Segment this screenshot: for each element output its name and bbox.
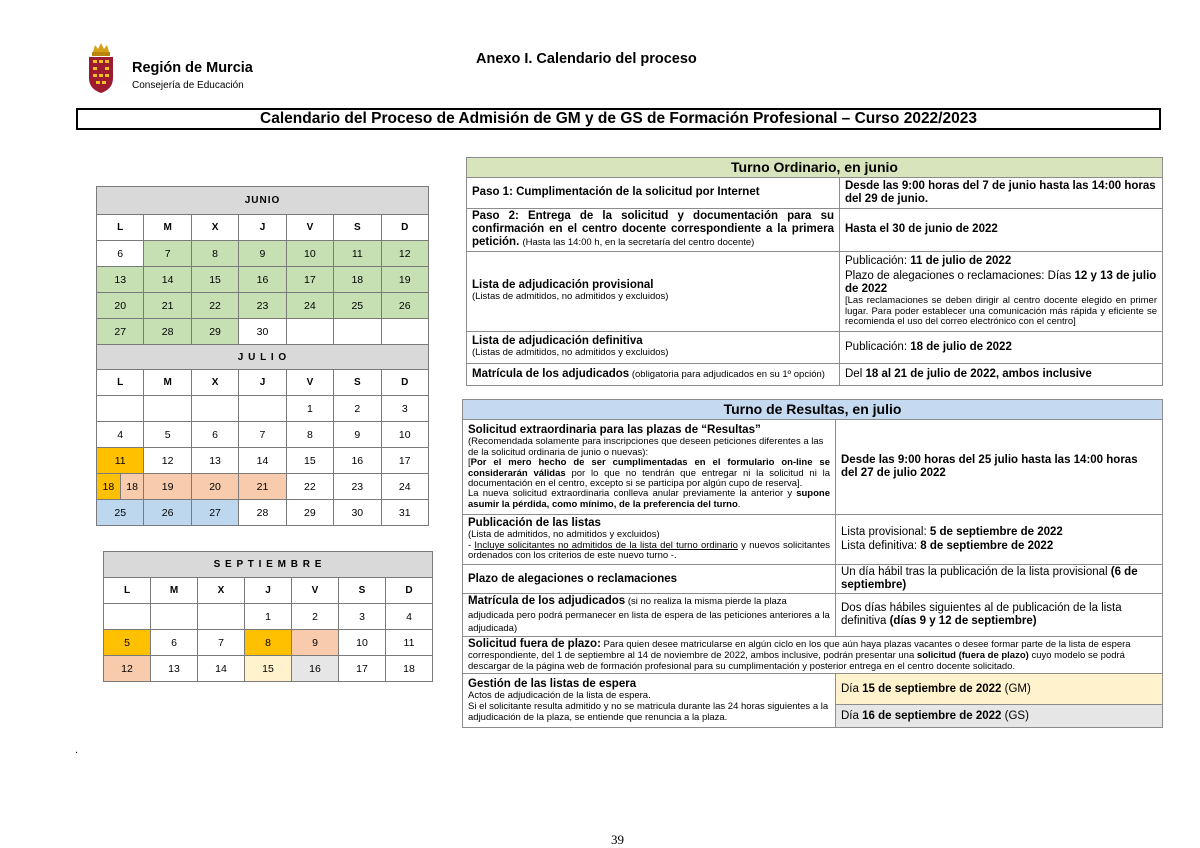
day-cell: 5 [104, 630, 151, 656]
day-cell: 2 [292, 604, 339, 630]
day-name: D [381, 370, 428, 396]
day-cell: 12 [381, 241, 428, 267]
region-murcia-coat-of-arms-logo [86, 42, 116, 94]
pub-label: Publicación: [845, 254, 911, 267]
day-cell: 7 [144, 241, 191, 267]
day-cell: 6 [151, 630, 198, 656]
pub-date: 11 de julio de 2022 [910, 254, 1012, 267]
day-cell: 26 [381, 293, 428, 319]
row-label-cell [467, 363, 840, 385]
day-name: D [386, 578, 433, 604]
day-cell: 23 [239, 293, 286, 319]
day-cell: 21 [239, 474, 286, 500]
day-cell: 28 [144, 319, 191, 345]
row-value-gs: Día 16 de septiembre de 2022 (GS) [836, 705, 1163, 728]
row-text: Si el solicitante resulta admitido y no se matricula durante las 24 horas siguientes a la adjudicación de la plaza, se entiende que renuncia a la plaza. [468, 701, 829, 723]
row-label-cell [467, 331, 840, 363]
row-value: 18 al 21 de julio de 2022, ambos inclusive [865, 367, 1092, 380]
day-cell [198, 604, 245, 630]
row-text: (Recomendada solamente para inscripciones que deseen peticiones diferentes a las de la solicitud ordinaria de junio o nuevas): [468, 435, 824, 458]
row-label: Lista de adjudicación definitiva [472, 335, 643, 348]
day-cell: 19 [144, 474, 191, 500]
main-title: Calendario del Proceso de Admisión de GM y de GS de Formación Profesional – Curso 2022/2023 [76, 108, 1161, 130]
day-cell: 18 [386, 656, 433, 682]
table-title: Turno Ordinario, en junio [467, 158, 1163, 178]
day-cell: 19 [381, 267, 428, 293]
day-cell: 3 [339, 604, 386, 630]
day-name: S [334, 215, 381, 241]
day-cell: 18 [334, 267, 381, 293]
day-cell: 7 [239, 422, 286, 448]
day-name: M [144, 215, 191, 241]
prov-date: 5 de septiembre de 2022 [929, 526, 1063, 539]
day-name: X [198, 578, 245, 604]
day-name: J [239, 370, 286, 396]
day-cell [334, 319, 381, 345]
day-cell: 13 [97, 267, 144, 293]
day-name: V [286, 370, 333, 396]
day-name: V [286, 215, 333, 241]
row-label: Solicitud fuera de plazo: [468, 638, 601, 651]
row-value-cell [840, 251, 1163, 331]
day-cell: 22 [191, 293, 238, 319]
day-cell: 1 [245, 604, 292, 630]
day-cell: 13 [151, 656, 198, 682]
day-cell: 9 [239, 241, 286, 267]
stray-dot: . [75, 744, 79, 756]
day-cell: 9 [292, 630, 339, 656]
row-value: Desde las 9:00 horas del 7 de junio hasta las 14:00 horas del 29 de junio. [840, 178, 1163, 209]
day-cell: 25 [334, 293, 381, 319]
prov-label: Lista provisional: [841, 526, 930, 539]
row-sublabel: (Listas de admitidos, no admitidos y excluidos) [472, 347, 669, 359]
day-cell: 24 [286, 293, 333, 319]
day-cell: 12 [104, 656, 151, 682]
row-note: (obligatoria para adjudicados en su 1º opción) [629, 368, 825, 380]
day-cell: 16 [239, 267, 286, 293]
day-cell: 8 [286, 422, 333, 448]
day-cell: 28 [239, 500, 286, 526]
row-label: Paso 1: Cumplimentación de la solicitud por Internet [467, 178, 840, 209]
day-cell-part: 18 [97, 474, 121, 499]
row-text: (Lista de admitidos, no admitidos y excluidos) [468, 529, 660, 541]
day-cell: 17 [381, 448, 428, 474]
calendar-septiembre [103, 551, 433, 682]
day-cell: 10 [381, 422, 428, 448]
row-value-cell: Dos días hábiles siguientes al de publicación de la lista definitiva (días 9 y 12 de septiembre) [836, 594, 1163, 637]
annex-title: Anexo I. Calendario del proceso [476, 51, 697, 67]
day-cell: 14 [239, 448, 286, 474]
day-cell: 2 [334, 396, 381, 422]
row-label: Solicitud extraordinaria para las plazas de “Resultas” [468, 423, 761, 436]
pub-date: 18 de julio de 2022 [910, 340, 1012, 353]
pub-label: Publicación: [845, 340, 911, 353]
day-cell: 22 [286, 474, 333, 500]
day-cell [151, 604, 198, 630]
row-text: La nueva solicitud extraordinaria conlleva anular previamente la anterior y supone asumir la pérdida, como mínimo, de la preferencia del turno. [468, 488, 830, 510]
day-cell: 8 [245, 630, 292, 656]
row-note: (Hasta las 14:00 h, en la secretaría del centro docente) [522, 237, 755, 249]
row-label-cell [467, 209, 840, 252]
day-cell: 11 [386, 630, 433, 656]
day-cell: 15 [286, 448, 333, 474]
row-label-cell [463, 515, 836, 565]
page-number: 39 [611, 832, 624, 847]
day-name: D [381, 215, 428, 241]
region-name: Región de Murcia [132, 60, 253, 76]
day-cell: 27 [191, 500, 238, 526]
day-cell: 10 [286, 241, 333, 267]
row-label-cell [463, 674, 836, 728]
day-cell: 16 [334, 448, 381, 474]
month-title-julio: J U L I O [97, 345, 429, 370]
row-text: Actos de adjudicación de la lista de espera. [468, 690, 651, 702]
row-value-cell: Un día hábil tras la publicación de la lista provisional (6 de septiembre) [836, 565, 1163, 594]
row-sublabel: (Listas de admitidos, no admitidos y excluidos) [472, 291, 669, 303]
day-cell: 10 [339, 630, 386, 656]
alegaciones-date: 12 y 13 de julio de 2022 [845, 269, 1157, 296]
day-cell: 30 [334, 500, 381, 526]
day-cell: 13 [191, 448, 238, 474]
day-name: L [104, 578, 151, 604]
day-name: S [339, 578, 386, 604]
day-cell [239, 396, 286, 422]
day-cell: 14 [144, 267, 191, 293]
row-label-cell [463, 594, 836, 637]
day-cell [97, 396, 144, 422]
value-prefix: Del [845, 367, 866, 380]
day-cell: 20 [97, 293, 144, 319]
day-name: V [292, 578, 339, 604]
day-cell: 23 [334, 474, 381, 500]
day-cell: 11 [97, 448, 144, 474]
table-title: Turno de Resultas, en julio [463, 400, 1163, 420]
day-name: L [97, 370, 144, 396]
fuera-plazo-cell: Solicitud fuera de plazo: Para quien desee matricularse en algún ciclo en los que aún haya plazas vacantes o desee formar parte de la lista de espera correspondiente, del 1 de septiembre al 14 de noviembre de 2022, ambos inclusive, podrán presentar una solicitud (fuera de plazo) cuyo modelo se podrá descargar de la página web de formación profesional para su cumplimentación y posterior entrega en el centro docente solicitado. [463, 637, 1163, 674]
department-name: Consejería de Educación [132, 80, 244, 91]
day-cell [191, 396, 238, 422]
row-value-cell [836, 515, 1163, 565]
day-cell-split [97, 474, 144, 500]
reclamaciones-note: [Las reclamaciones se deben dirigir al centro docente elegido en primer lugar. Para poder establecer una comunicación más rápida y eficiente se recomienda el uso del correo electrónico con el centro] [845, 295, 1157, 328]
day-name: X [191, 215, 238, 241]
row-label-cell [467, 251, 840, 331]
day-name: M [151, 578, 198, 604]
row-value-cell [840, 363, 1163, 385]
row-value: Desde las 9:00 horas del 25 julio hasta las 14:00 horas del 27 de julio 2022 [836, 420, 1163, 515]
day-cell: 4 [386, 604, 433, 630]
day-cell: 25 [97, 500, 144, 526]
day-cell: 24 [381, 474, 428, 500]
day-cell: 29 [286, 500, 333, 526]
row-label-cell [463, 420, 836, 515]
day-cell: 9 [334, 422, 381, 448]
row-label: Matrícula de los adjudicados [472, 367, 630, 380]
row-label: Gestión de las listas de espera [468, 678, 637, 691]
row-text: [Por el mero hecho de ser cumplimentadas en el formulario on-line se considerarán válidas por lo que no tendrán que entregar ni la solicitud ni la documentación en el centro, excepto si se participa por algún cupo de reserva]. [468, 457, 830, 490]
day-cell: 5 [144, 422, 191, 448]
row-label: Paso 2: Entrega de la solicitud y documentación para su confirmación en el centro docente correspondiente a la primera petición. [472, 210, 834, 249]
day-cell: 6 [97, 241, 144, 267]
day-cell [286, 319, 333, 345]
month-title-septiembre: S E P T I E M B R E [104, 552, 433, 578]
day-cell: 15 [191, 267, 238, 293]
day-cell-part: 18 [121, 474, 144, 499]
day-cell: 21 [144, 293, 191, 319]
day-cell: 29 [191, 319, 238, 345]
day-cell [381, 319, 428, 345]
row-value-gm: Día 15 de septiembre de 2022 (GM) [836, 674, 1163, 705]
row-label: Publicación de las listas [468, 517, 601, 530]
day-cell: 17 [286, 267, 333, 293]
day-cell: 27 [97, 319, 144, 345]
day-name: X [191, 370, 238, 396]
day-cell: 8 [191, 241, 238, 267]
day-cell: 6 [191, 422, 238, 448]
calendar-junio-julio [96, 186, 429, 526]
day-cell: 11 [334, 241, 381, 267]
day-cell: 14 [198, 656, 245, 682]
row-value: Hasta el 30 de junio de 2022 [840, 209, 1163, 252]
day-cell: 26 [144, 500, 191, 526]
day-cell: 4 [97, 422, 144, 448]
day-name: J [239, 215, 286, 241]
day-name: S [334, 370, 381, 396]
day-cell: 20 [191, 474, 238, 500]
day-cell [144, 396, 191, 422]
day-name: J [245, 578, 292, 604]
def-date: 8 de septiembre de 2022 [920, 539, 1054, 552]
day-cell: 12 [144, 448, 191, 474]
def-label: Lista definitiva: [841, 539, 921, 552]
day-cell: 7 [198, 630, 245, 656]
row-text: - Incluye solicitantes no admitidos de la lista del turno ordinario y nuevos solicitantes ordenados con los criterios de este nuevo turno -. [468, 539, 831, 562]
day-cell: 16 [292, 656, 339, 682]
month-title-junio: JUNIO [97, 187, 429, 215]
day-cell: 17 [339, 656, 386, 682]
row-label: Plazo de alegaciones o reclamaciones [463, 565, 836, 594]
day-cell: 30 [239, 319, 286, 345]
day-name: L [97, 215, 144, 241]
day-cell: 15 [245, 656, 292, 682]
row-label: Matrícula de los adjudicados [468, 595, 626, 608]
alegaciones-label: Plazo de alegaciones o reclamaciones: Días [845, 269, 1075, 282]
row-value-cell [840, 331, 1163, 363]
day-cell: 1 [286, 396, 333, 422]
table-turno-resultas [462, 399, 1163, 728]
day-name: M [144, 370, 191, 396]
day-cell: 3 [381, 396, 428, 422]
row-note: (si no realiza la misma pierde la plaza adjudicada pero podrá permanecer en lista de espera de las peticiones anteriores a la adjudicada) [468, 596, 830, 634]
day-cell [104, 604, 151, 630]
row-label: Lista de adjudicación provisional [472, 279, 654, 292]
day-cell: 31 [381, 500, 428, 526]
table-turno-ordinario [466, 157, 1163, 386]
